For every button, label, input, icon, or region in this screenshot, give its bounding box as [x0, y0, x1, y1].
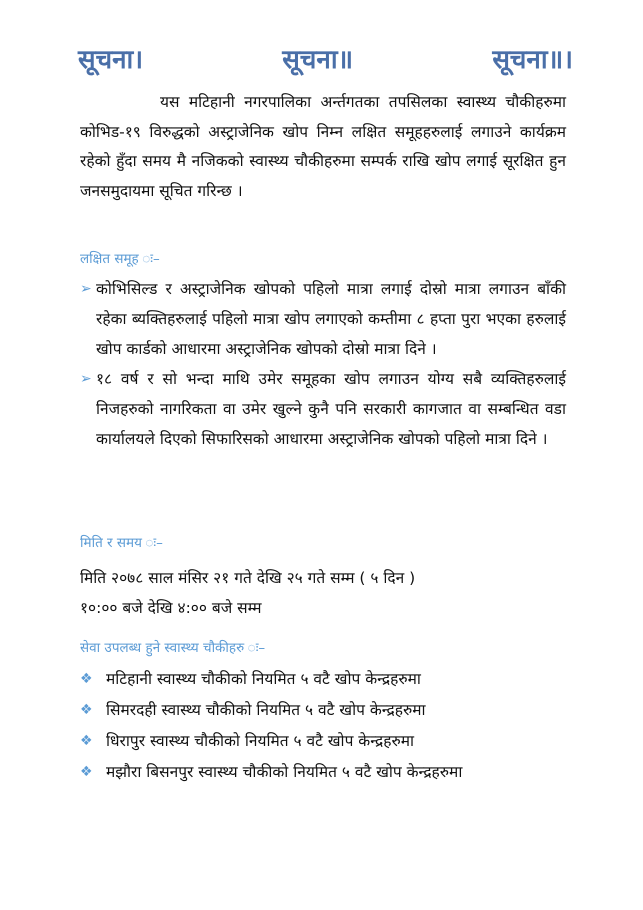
list-item — [80, 664, 580, 695]
list-item — [80, 726, 580, 757]
notice-title-1: सूचना। — [78, 45, 144, 75]
diamond-bullet-icon: ❖ — [80, 702, 93, 718]
date-time-heading: मिति र समय ः– — [80, 535, 163, 551]
notice-title-3: सूचना॥। — [492, 45, 573, 75]
list-item — [80, 364, 566, 454]
date-line: मिति २०७८ साल मंसिर २१ गते देखि २५ गते सम्म ( ५ दिन ) — [80, 569, 416, 587]
target-group-list — [80, 274, 566, 454]
list-item — [80, 274, 566, 364]
notice-title-2: सूचना॥ — [282, 45, 354, 75]
health-posts-list — [80, 664, 580, 788]
diamond-bullet-icon: ❖ — [80, 733, 93, 749]
time-line: १०:०० बजे देखि ४:०० बजे सम्म — [80, 599, 262, 617]
intro-paragraph: यस मटिहानी नगरपालिका अर्न्तगतका तपसिलका स्वास्थ्य चौकीहरुमा कोभिड-१९ विरुद्धको अस्ट्राजेनिक खोप निम्न लक्षित समूहहरुलाई लगाउने कार्यक्रम रहेको हुँदा समय मै नजिकको स्वास्थ्य चौकीहरुमा सम्पर्क राखि खोप लगाई सूरक्षित हुन जनसमुदायमा सूचित गरिन्छ । — [80, 93, 566, 200]
list-item-text: कोभिसिल्ड र अस्ट्राजेनिक खोपको पहिलो मात्रा लगाई दोस्रो मात्रा लगाउन बाँकी रहेका ब्यक्तिहरुलाई पहिलो मात्रा खोप लगाएको कम्तीमा ८ हप्ता पुरा भएका हरुलाई खोप कार्डको आधारमा अस्ट्राजेनिक खोपको दोस्रो मात्रा दिने । — [96, 280, 566, 358]
list-item-text: सिमरदही स्वास्थ्य चौकीको नियमित ५ वटै खोप केन्द्रहरुमा — [106, 701, 426, 719]
target-group-heading: लक्षित समूह ः– — [80, 251, 160, 267]
list-item — [80, 695, 580, 726]
list-item — [80, 757, 580, 788]
diamond-bullet-icon: ❖ — [80, 764, 93, 780]
arrow-bullet-icon: ➢ — [80, 371, 92, 387]
health-posts-heading: सेवा उपलब्ध हुने स्वास्थ्य चौकीहरु ः– — [80, 640, 266, 656]
notice-titles — [78, 40, 573, 76]
list-item-text: मझौरा बिसनपुर स्वास्थ्य चौकीको नियमित ५ वटै खोप केन्द्रहरुमा — [106, 763, 463, 781]
arrow-bullet-icon: ➢ — [80, 281, 92, 297]
list-item-text: १८ वर्ष र सो भन्दा माथि उमेर समूहका खोप लगाउन योग्य सबै व्यक्तिहरुलाई निजहरुको नागरिकता वा उमेर खुल्ने कुनै पनि सरकारी कागजात वा सम्बन्धित वडा कार्यालयले दिएको सिफारिसको आधारमा अस्ट्राजेनिक खोपको पहिलो मात्रा दिने । — [96, 370, 566, 448]
diamond-bullet-icon: ❖ — [80, 671, 93, 687]
list-item-text: धिरापुर स्वास्थ्य चौकीको नियमित ५ वटै खोप केन्द्रहरुमा — [106, 732, 415, 750]
list-item-text: मटिहानी स्वास्थ्य चौकीको नियमित ५ वटै खोप केन्द्रहरुमा — [106, 670, 421, 688]
